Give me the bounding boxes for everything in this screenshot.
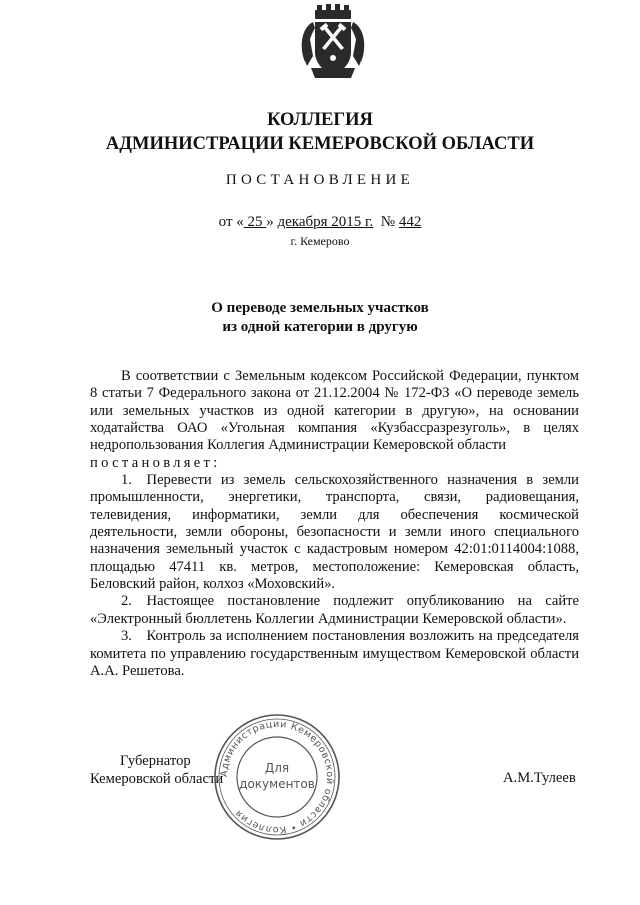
document-type: ПОСТАНОВЛЕНИЕ: [225, 172, 415, 188]
resolves-word: постановляет:: [90, 454, 221, 471]
item-1: 1. Перевести из земель сельскохозяйственного назначения в земли промышленности, энергетики, транспорта, связи, радиовещания, телевидения, информатики, земли для обеспечения космической деятельности, земли обороны, безопасности и земли иного специального назначения земельный участок с кадастровым номером 42:01:0114004:1088, площадью 47411 кв. метров, местоположение: Кемеровская область, Беловский район, колхоз «Моховский».: [90, 472, 579, 593]
number-label: №: [380, 214, 399, 230]
preamble: В соответствии с Земельным кодексом Российской Федерации, пунктом 8 статьи 7 Федерального закона от 21.12.2004 № 172-ФЗ «О переводе земель или земельных участков из одной категории в другую», на основании ходатайства ОАО «Угольная компания «Кузбассразрезуголь», в целях недропользования Коллегия Администрации Кемеровской области: [90, 368, 579, 454]
stamp-center-line-2: документов: [239, 777, 315, 791]
date-month-year: декабря 2015 г.: [277, 214, 374, 230]
coat-of-arms-icon: [297, 4, 369, 84]
stamp-ring-text: Администрации Кемеровской области • Коллегия: [218, 718, 336, 836]
signatory-title: [90, 752, 223, 788]
header-administration: АДМИНИСТРАЦИИ КЕМЕРОВСКОЙ ОБЛАСТИ: [105, 134, 535, 154]
signatory-title-line-2: Кемеровской области: [90, 771, 224, 787]
date-mid: »: [266, 214, 278, 230]
resolves-line: [90, 455, 579, 472]
date-line: [0, 214, 640, 231]
item-2: 2. Настоящее постановление подлежит опубликованию на сайте «Электронный бюллетень Коллегии Администрации Кемеровской области».: [90, 593, 579, 627]
date-day: 25: [243, 214, 267, 230]
signatory-title-line-1: Губернатор: [120, 753, 191, 769]
official-stamp-icon: [212, 712, 342, 842]
stamp-center-line-1: Для: [264, 761, 290, 775]
item-3: 3. Контроль за исполнением постановления возложить на председателя комитета по управлению государственным имуществом Кемеровской области А.А. Решетова.: [90, 628, 579, 679]
header-collegium: КОЛЛЕГИЯ: [267, 110, 373, 130]
document-body: [90, 368, 579, 680]
subject-line-1: О переводе земельных участков: [211, 300, 429, 316]
date-prefix: от «: [218, 214, 244, 230]
document-number: 442: [398, 214, 422, 230]
city: г. Кемерово: [290, 234, 350, 248]
signatory-name: А.М.Тулеев: [503, 770, 576, 786]
subject-line-2: из одной категории в другую: [222, 319, 418, 335]
